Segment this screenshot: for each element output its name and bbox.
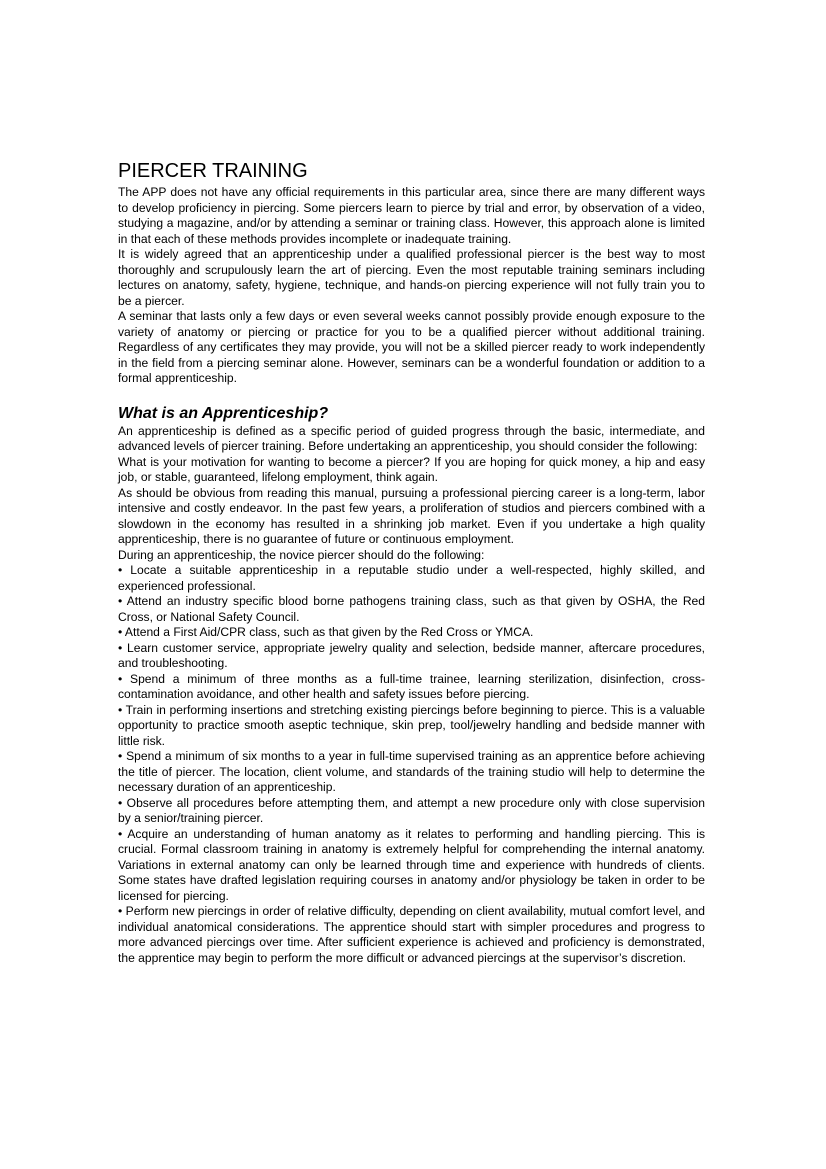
paragraph: What is your motivation for wanting to become a piercer? If you are hoping for quick money, a hip and easy job, or stable, guaranteed, lifelong employment, think again.: [118, 454, 705, 484]
bullet-item: • Train in performing insertions and stretching existing piercings before beginning to pierce. This is a valuable opportunity to practice smooth aseptic technique, skin prep, tool/jewelry handling and bedside manner with little risk.: [118, 702, 705, 748]
paragraph: As should be obvious from reading this manual, pursuing a professional piercing career is a long-term, labor intensive and costly endeavor. In the past few years, a proliferation of studios and piercers combined with a slowdown in the economy has resulted in a shrinking job market. Even if you undertake a high quality apprenticeship, there is no guarantee of future or continuous employment.: [118, 485, 705, 546]
bullet-item: • Spend a minimum of six months to a year in full-time supervised training as an apprentice before achieving the title of piercer. The location, client volume, and standards of the training studio will help to determine the necessary duration of an apprenticeship.: [118, 749, 705, 794]
bullet-item: • Perform new piercings in order of relative difficulty, depending on client availability, mutual comfort level, and individual anatomical considerations. The apprentice should start with simpler procedures and progress to more advanced piercings over time. After sufficient experience is achieved and proficiency is demonstrated, the apprentice may begin to perform the more difficult or advanced piercings at the supervisor’s discretion.: [118, 904, 705, 965]
paragraph: During an apprenticeship, the novice piercer should do the following:: [118, 547, 485, 562]
heading-what-is-apprenticeship: What is an Apprenticeship?: [118, 404, 329, 422]
bullet-item: • Attend a First Aid/CPR class, such as that given by the Red Cross or YMCA.: [118, 625, 534, 639]
bullet-item: • Attend an industry specific blood borne pathogens training class, such as that given by OSHA, the Red Cross, or National Safety Council.: [118, 594, 705, 624]
bullet-item: • Acquire an understanding of human anatomy as it relates to performing and handling piercing. This is crucial. Formal classroom training in anatomy is extremely helpful for comprehending the internal anatomy. Variations in external anatomy can only be learned through time and experience with hundreds of clients. Some states have drafted legislation requiring courses in anatomy and/or physiology be taken in order to be licensed for piercing.: [118, 826, 705, 903]
paragraph: A seminar that lasts only a few days or even several weeks cannot possibly provide enough exposure to the variety of anatomy or piercing or practice for you to be a qualified piercer without additional training. Regardless of any certificates they may provide, you will not be a skilled piercer ready to work independently in the field from a piercing seminar alone. However, seminars can be a wonderful foundation or addition to a formal apprenticeship.: [118, 309, 705, 385]
document-page: [118, 159, 705, 966]
bullet-item: • Spend a minimum of three months as a full-time trainee, learning sterilization, disinfection, cross-contamination avoidance, and other health and safety issues before piercing.: [118, 671, 705, 701]
paragraph: An apprenticeship is defined as a specific period of guided progress through the basic, intermediate, and advanced levels of piercer training. Before undertaking an apprenticeship, you should consider the following:: [118, 423, 705, 453]
bullet-item: • Observe all procedures before attempting them, and attempt a new procedure only with close supervision by a senior/training piercer.: [118, 795, 705, 825]
paragraph: It is widely agreed that an apprenticeship under a qualified professional piercer is the best way to most thoroughly and scrupulously learn the art of piercing. Even the most reputable training seminars including lectures on anatomy, safety, hygiene, technique, and hands-on piercing experience will not fully train you to be a piercer.: [118, 247, 705, 308]
section-apprenticeship: [118, 404, 705, 967]
section-piercer-training: [118, 159, 705, 387]
bullet-item: • Locate a suitable apprenticeship in a reputable studio under a well-respected, highly skilled, and experienced professional.: [118, 563, 705, 593]
bullet-item: • Learn customer service, appropriate jewelry quality and selection, bedside manner, aftercare procedures, and troubleshooting.: [118, 640, 705, 670]
heading-piercer-training: PIERCER TRAINING: [118, 160, 308, 182]
paragraph: The APP does not have any official requirements in this particular area, since there are many different ways to develop proficiency in piercing. Some piercers learn to pierce by trial and error, by observation of a video, studying a magazine, and/or by attending a seminar or training class. However, this approach alone is limited in that each of these methods provides incomplete or inadequate training.: [118, 185, 705, 246]
